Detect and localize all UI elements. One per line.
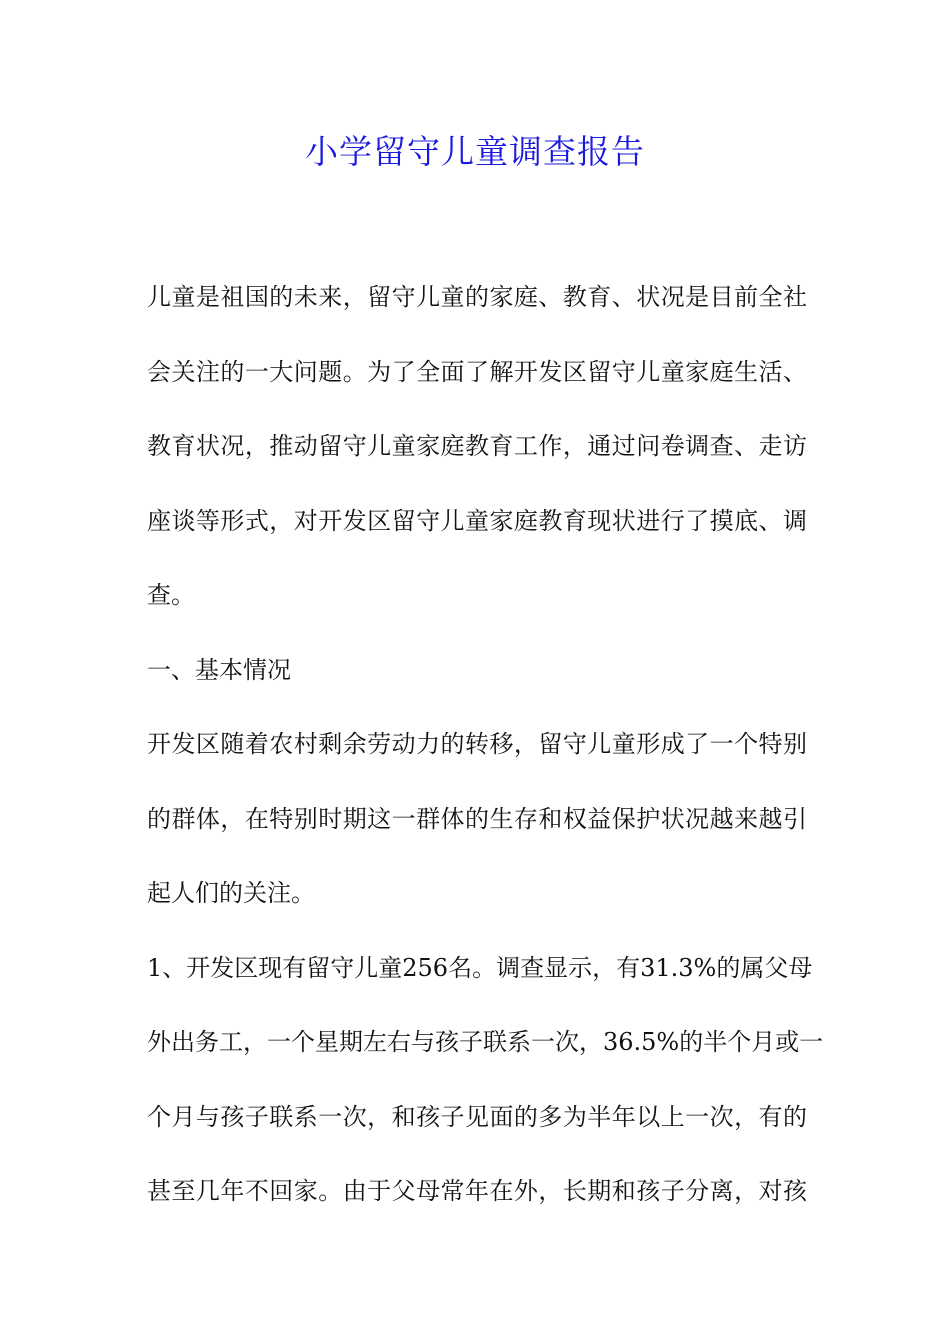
- paragraph-line: 起人们的关注。: [147, 879, 315, 907]
- paragraph-line: 甚至几年不回家。由于父母常年在外，长期和孩子分离，对孩: [147, 1177, 807, 1205]
- paragraph-line: 的群体，在特别时期这一群体的生存和权益保护状况越来越引: [147, 804, 807, 833]
- paragraph-line: 座谈等形式，对开发区留守儿童家庭教育现状进行了摸底、调: [147, 506, 807, 535]
- paragraph-line: 1、开发区现有留守儿童256名。调查显示，有31.3%的属父母: [147, 953, 813, 982]
- paragraph-line: 会关注的一大问题。为了全面了解开发区留守儿童家庭生活、: [147, 357, 807, 386]
- document-title: 小学留守儿童调查报告: [305, 132, 645, 171]
- paragraph-line: 外出务工，一个星期左右与孩子联系一次，36.5%的半个月或一: [147, 1028, 824, 1056]
- document-body: [147, 260, 824, 1229]
- paragraph-line: 查。: [147, 581, 195, 609]
- paragraph-line: 教育状况，推动留守儿童家庭教育工作，通过问卷调查、走访: [147, 432, 807, 460]
- paragraph-line: 儿童是祖国的未来，留守儿童的家庭、教育、状况是目前全社: [147, 283, 807, 311]
- paragraph-line: 个月与孩子联系一次，和孩子见面的多为半年以上一次，有的: [147, 1102, 807, 1131]
- paragraph-line: 开发区随着农村剩余劳动力的转移，留守儿童形成了一个特别: [147, 730, 807, 758]
- paragraph-line: 一、基本情况: [147, 655, 291, 684]
